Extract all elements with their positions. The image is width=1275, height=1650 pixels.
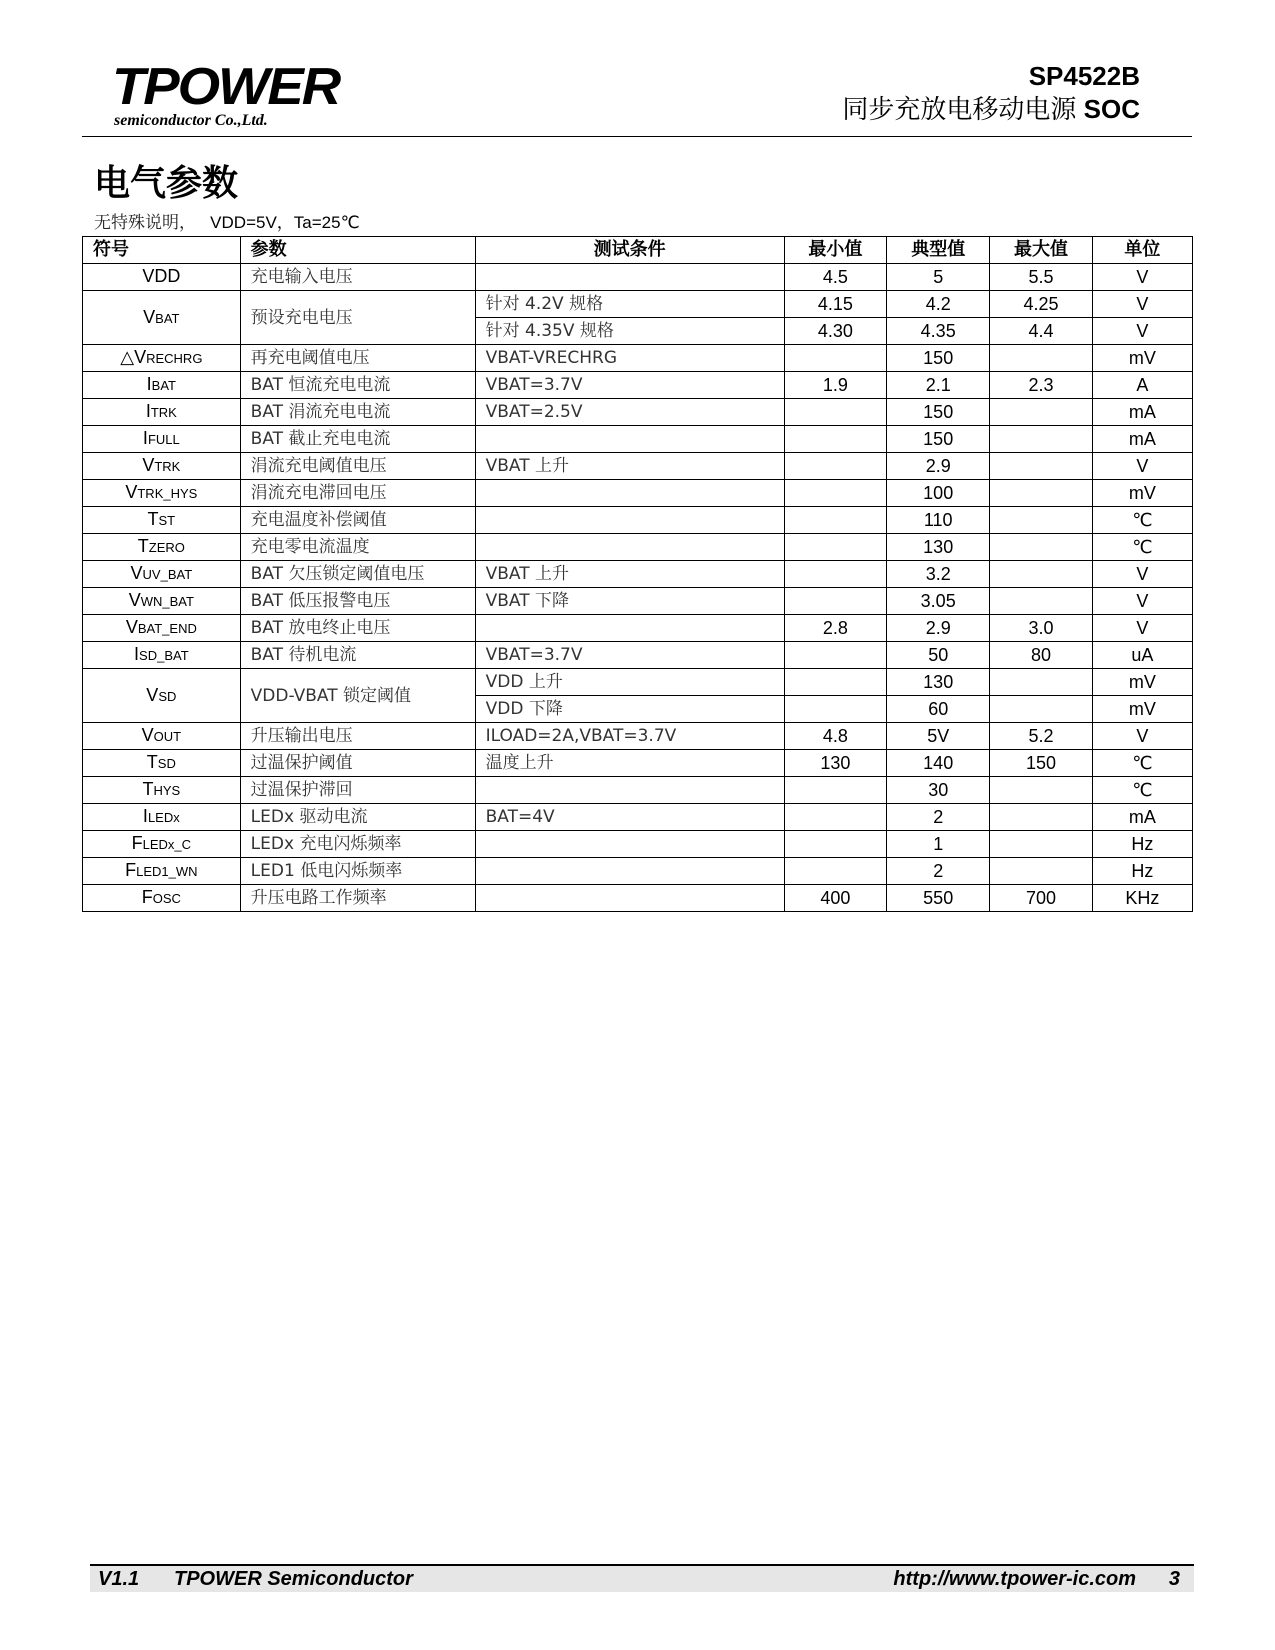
symbol-main: V	[128, 590, 141, 610]
max-value-cell: 700	[990, 885, 1092, 912]
max-value-cell	[990, 669, 1092, 696]
parameter-cell: BAT 恒流充电电流	[240, 372, 475, 399]
parameter-cell: 升压电路工作频率	[240, 885, 475, 912]
typ-value-cell: 5	[887, 264, 990, 291]
condition-cell: ILOAD=2A,VBAT=3.7V	[475, 723, 784, 750]
parameter-cell: LEDx 驱动电流	[240, 804, 475, 831]
symbol-cell	[83, 669, 241, 723]
symbol-cell	[83, 480, 241, 507]
symbol-cell	[83, 372, 241, 399]
symbol-subscript: WN_BAT	[140, 594, 194, 609]
symbol-main: T	[137, 536, 149, 556]
table-row	[83, 345, 1193, 372]
symbol-cell	[83, 534, 241, 561]
table-row	[83, 453, 1193, 480]
min-value-cell	[784, 696, 886, 723]
col-header-min: 最小值	[784, 237, 886, 264]
min-value-cell	[784, 858, 886, 885]
max-value-cell: 150	[990, 750, 1092, 777]
max-value-cell	[990, 480, 1092, 507]
unit-cell: Hz	[1092, 831, 1192, 858]
parameter-cell: 充电温度补偿阈值	[240, 507, 475, 534]
min-value-cell: 130	[784, 750, 886, 777]
max-value-cell	[990, 453, 1092, 480]
unit-cell: mA	[1092, 804, 1192, 831]
typ-value-cell: 130	[887, 534, 990, 561]
unit-cell: A	[1092, 372, 1192, 399]
table-row	[83, 264, 1193, 291]
min-value-cell: 4.15	[784, 291, 886, 318]
min-value-cell	[784, 804, 886, 831]
symbol-cell	[83, 885, 241, 912]
condition-cell	[475, 534, 784, 561]
symbol-cell	[83, 588, 241, 615]
max-value-cell	[990, 426, 1092, 453]
symbol-subscript: TRK	[154, 459, 181, 474]
symbol-subscript: OUT	[153, 729, 182, 744]
table-row	[83, 615, 1193, 642]
parameter-cell: LED1 低电闪烁频率	[240, 858, 475, 885]
typ-value-cell: 150	[887, 345, 990, 372]
symbol-main: V	[143, 306, 156, 327]
typ-value-cell: 2.9	[887, 615, 990, 642]
condition-cell: VBAT 下降	[475, 588, 784, 615]
col-header-unit: 单位	[1092, 237, 1192, 264]
symbol-main: V	[125, 482, 138, 502]
typ-value-cell: 550	[887, 885, 990, 912]
electrical-parameters-table	[82, 236, 1193, 912]
symbol-subscript: SD	[157, 756, 176, 771]
max-value-cell	[990, 804, 1092, 831]
symbol-main: V	[146, 684, 159, 705]
symbol-subscript: OSC	[152, 891, 181, 906]
symbol-cell	[83, 777, 241, 804]
symbol-cell	[83, 291, 241, 345]
unit-cell: uA	[1092, 642, 1192, 669]
min-value-cell: 1.9	[784, 372, 886, 399]
min-value-cell	[784, 831, 886, 858]
table-row	[83, 642, 1193, 669]
unit-cell: V	[1092, 453, 1192, 480]
unit-cell: mA	[1092, 399, 1192, 426]
min-value-cell	[784, 345, 886, 372]
table-row	[83, 858, 1193, 885]
symbol-main: F	[125, 860, 137, 880]
condition-cell: VBAT-VRECHRG	[475, 345, 784, 372]
typ-value-cell: 140	[887, 750, 990, 777]
symbol-cell	[83, 831, 241, 858]
max-value-cell	[990, 696, 1092, 723]
typ-value-cell: 60	[887, 696, 990, 723]
unit-cell: mV	[1092, 480, 1192, 507]
parameter-cell: BAT 欠压锁定阈值电压	[240, 561, 475, 588]
parameter-cell: BAT 涓流充电电流	[240, 399, 475, 426]
unit-cell: KHz	[1092, 885, 1192, 912]
symbol-subscript: HYS	[153, 783, 181, 798]
parameter-cell: 涓流充电滞回电压	[240, 480, 475, 507]
symbol-cell	[83, 804, 241, 831]
typ-value-cell: 100	[887, 480, 990, 507]
max-value-cell: 2.3	[990, 372, 1092, 399]
min-value-cell	[784, 534, 886, 561]
parameter-cell: 再充电阈值电压	[240, 345, 475, 372]
logo-wordmark: TPOWER	[112, 58, 340, 116]
table-row	[83, 750, 1193, 777]
table-row	[83, 507, 1193, 534]
parameter-cell: BAT 放电终止电压	[240, 615, 475, 642]
max-value-cell	[990, 345, 1092, 372]
product-title	[842, 92, 1140, 126]
condition-cell: VBAT=3.7V	[475, 642, 784, 669]
col-header-symbol: 符号	[83, 237, 241, 264]
max-value-cell: 80	[990, 642, 1092, 669]
unit-cell: ℃	[1092, 507, 1192, 534]
parameter-cell: VDD-VBAT 锁定阈值	[240, 669, 475, 723]
parameter-cell: 预设充电电压	[240, 291, 475, 345]
product-model: SP4522B	[1028, 61, 1140, 91]
parameter-cell: BAT 待机电流	[240, 642, 475, 669]
max-value-cell	[990, 534, 1092, 561]
symbol-cell	[83, 426, 241, 453]
typ-value-cell: 30	[887, 777, 990, 804]
symbol-cell	[83, 453, 241, 480]
unit-cell: V	[1092, 318, 1192, 345]
table-row	[83, 777, 1193, 804]
symbol-main: T	[146, 752, 158, 772]
symbol-main: V	[141, 725, 154, 745]
parameter-cell: 充电零电流温度	[240, 534, 475, 561]
condition-cell	[475, 885, 784, 912]
max-value-cell	[990, 561, 1092, 588]
min-value-cell	[784, 669, 886, 696]
typ-value-cell: 2.9	[887, 453, 990, 480]
condition-cell: 温度上升	[475, 750, 784, 777]
symbol-cell	[83, 723, 241, 750]
table-row	[83, 480, 1193, 507]
parameter-cell: 过温保护滞回	[240, 777, 475, 804]
table-row	[83, 885, 1193, 912]
table-row	[83, 534, 1193, 561]
document-header	[842, 60, 1140, 126]
symbol-cell	[83, 399, 241, 426]
company-logo	[112, 58, 340, 132]
min-value-cell: 400	[784, 885, 886, 912]
condition-cell: VBAT 上升	[475, 561, 784, 588]
min-value-cell	[784, 399, 886, 426]
typ-value-cell: 150	[887, 426, 990, 453]
parameter-cell: 涓流充电阈值电压	[240, 453, 475, 480]
table-row	[83, 669, 1193, 696]
max-value-cell	[990, 831, 1092, 858]
max-value-cell	[990, 507, 1092, 534]
unit-cell: mV	[1092, 345, 1192, 372]
symbol-subscript: ZERO	[148, 540, 185, 555]
symbol-main: F	[141, 887, 153, 907]
table-row	[83, 723, 1193, 750]
typ-value-cell: 110	[887, 507, 990, 534]
min-value-cell	[784, 777, 886, 804]
typ-value-cell: 130	[887, 669, 990, 696]
table-row	[83, 561, 1193, 588]
symbol-subscript: UV_BAT	[142, 567, 193, 582]
product-title-suffix: SOC	[1083, 94, 1140, 124]
condition-cell: BAT=4V	[475, 804, 784, 831]
condition-cell	[475, 480, 784, 507]
max-value-cell	[990, 399, 1092, 426]
symbol-subscript: BAT	[151, 378, 176, 393]
condition-cell: VBAT=3.7V	[475, 372, 784, 399]
symbol-main: V	[125, 617, 138, 637]
symbol-main: I	[145, 401, 151, 421]
symbol-subscript: BAT	[155, 310, 180, 326]
condition-cell	[475, 426, 784, 453]
symbol-subscript: FULL	[147, 432, 180, 447]
table-row	[83, 831, 1193, 858]
min-value-cell: 4.8	[784, 723, 886, 750]
typ-value-cell: 3.2	[887, 561, 990, 588]
product-title-text: 同步充放电移动电源	[842, 94, 1077, 124]
unit-cell: mV	[1092, 669, 1192, 696]
condition-cell	[475, 858, 784, 885]
unit-cell: V	[1092, 723, 1192, 750]
condition-cell	[475, 777, 784, 804]
symbol-main: I	[142, 806, 148, 826]
condition-cell: VBAT=2.5V	[475, 399, 784, 426]
symbol-subscript: TRK_HYS	[137, 486, 198, 501]
typ-value-cell: 2	[887, 858, 990, 885]
section-title: 电气参数	[94, 163, 239, 204]
symbol-cell	[83, 264, 241, 291]
symbol-subscript: SD_BAT	[139, 648, 189, 663]
typ-value-cell: 5V	[887, 723, 990, 750]
symbol-subscript: SD	[158, 688, 177, 704]
symbol-subscript: LEDx	[147, 810, 180, 825]
min-value-cell: 2.8	[784, 615, 886, 642]
symbol-main: V	[142, 455, 155, 475]
test-conditions-note	[94, 213, 360, 233]
min-value-cell	[784, 453, 886, 480]
max-value-cell: 3.0	[990, 615, 1092, 642]
symbol-main: T	[142, 779, 154, 799]
unit-cell: V	[1092, 615, 1192, 642]
condition-cell	[475, 264, 784, 291]
symbol-main: F	[131, 833, 143, 853]
col-header-max: 最大值	[990, 237, 1092, 264]
max-value-cell: 5.5	[990, 264, 1092, 291]
parameter-cell: BAT 截止充电电流	[240, 426, 475, 453]
symbol-cell	[83, 345, 241, 372]
symbol-main: T	[147, 509, 159, 529]
condition-cell	[475, 507, 784, 534]
typ-value-cell: 4.35	[887, 318, 990, 345]
typ-value-cell: 2	[887, 804, 990, 831]
footer-version: V1.1	[98, 1568, 140, 1590]
symbol-cell	[83, 858, 241, 885]
max-value-cell: 4.4	[990, 318, 1092, 345]
max-value-cell	[990, 777, 1092, 804]
unit-cell: ℃	[1092, 750, 1192, 777]
symbol-cell	[83, 561, 241, 588]
col-header-parameter: 参数	[240, 237, 475, 264]
symbol-cell	[83, 642, 241, 669]
typ-value-cell: 150	[887, 399, 990, 426]
footer-url-link[interactable]: http://www.tpower-ic.com	[893, 1568, 1136, 1590]
parameter-cell: LEDx 充电闪烁频率	[240, 831, 475, 858]
unit-cell: V	[1092, 588, 1192, 615]
unit-cell: ℃	[1092, 534, 1192, 561]
col-header-typ: 典型值	[887, 237, 990, 264]
parameter-cell: 升压输出电压	[240, 723, 475, 750]
typ-value-cell: 3.05	[887, 588, 990, 615]
symbol-main: I	[142, 428, 148, 448]
min-value-cell	[784, 561, 886, 588]
min-value-cell	[784, 588, 886, 615]
min-value-cell	[784, 507, 886, 534]
unit-cell: mA	[1092, 426, 1192, 453]
max-value-cell: 4.25	[990, 291, 1092, 318]
symbol-main: I	[146, 374, 152, 394]
typ-value-cell: 50	[887, 642, 990, 669]
condition-cell: VDD 上升	[475, 669, 784, 696]
min-value-cell: 4.30	[784, 318, 886, 345]
conditions-prefix: 无特殊说明，	[94, 213, 196, 232]
unit-cell: V	[1092, 561, 1192, 588]
parameter-cell: 充电输入电压	[240, 264, 475, 291]
condition-cell: VBAT 上升	[475, 453, 784, 480]
typ-value-cell: 4.2	[887, 291, 990, 318]
max-value-cell: 5.2	[990, 723, 1092, 750]
symbol-main: I	[134, 644, 140, 664]
typ-value-cell: 1	[887, 831, 990, 858]
symbol-cell	[83, 615, 241, 642]
symbol-main: △V	[120, 347, 147, 367]
symbol-subscript: ST	[158, 513, 176, 528]
table-row	[83, 426, 1193, 453]
table-row	[83, 372, 1193, 399]
footer-company: TPOWER Semiconductor	[174, 1568, 413, 1590]
condition-cell: 针对 4.2V 规格	[475, 291, 784, 318]
page-footer	[90, 1564, 1194, 1592]
min-value-cell	[784, 426, 886, 453]
header-divider	[82, 136, 1192, 137]
condition-cell: VDD 下降	[475, 696, 784, 723]
symbol-main: V	[130, 563, 143, 583]
symbol-subscript: LEDx_C	[142, 837, 192, 852]
min-value-cell	[784, 480, 886, 507]
table-header-row	[83, 237, 1193, 264]
condition-cell: 针对 4.35V 规格	[475, 318, 784, 345]
table-row	[83, 399, 1193, 426]
max-value-cell	[990, 588, 1092, 615]
min-value-cell: 4.5	[784, 264, 886, 291]
max-value-cell	[990, 858, 1092, 885]
symbol-cell	[83, 507, 241, 534]
condition-cell	[475, 615, 784, 642]
condition-cell	[475, 831, 784, 858]
table-row	[83, 588, 1193, 615]
footer-page-number: 3	[1168, 1568, 1180, 1590]
symbol-subscript: LED1_WN	[136, 864, 198, 879]
symbol-cell	[83, 750, 241, 777]
table-row	[83, 291, 1193, 318]
symbol-main: VDD	[142, 266, 181, 286]
logo-tagline: semiconductor Co.,Ltd.	[114, 112, 268, 129]
symbol-subscript: TRK	[150, 405, 177, 420]
unit-cell: mV	[1092, 696, 1192, 723]
min-value-cell	[784, 642, 886, 669]
typ-value-cell: 2.1	[887, 372, 990, 399]
unit-cell: V	[1092, 291, 1192, 318]
unit-cell: V	[1092, 264, 1192, 291]
symbol-subscript: BAT_END	[137, 621, 197, 636]
parameter-cell: BAT 低压报警电压	[240, 588, 475, 615]
conditions-values: VDD=5V，Ta=25℃	[210, 213, 360, 232]
unit-cell: Hz	[1092, 858, 1192, 885]
col-header-condition: 测试条件	[475, 237, 784, 264]
unit-cell: ℃	[1092, 777, 1192, 804]
parameter-cell: 过温保护阈值	[240, 750, 475, 777]
symbol-subscript: RECHRG	[146, 351, 203, 366]
table-row	[83, 804, 1193, 831]
